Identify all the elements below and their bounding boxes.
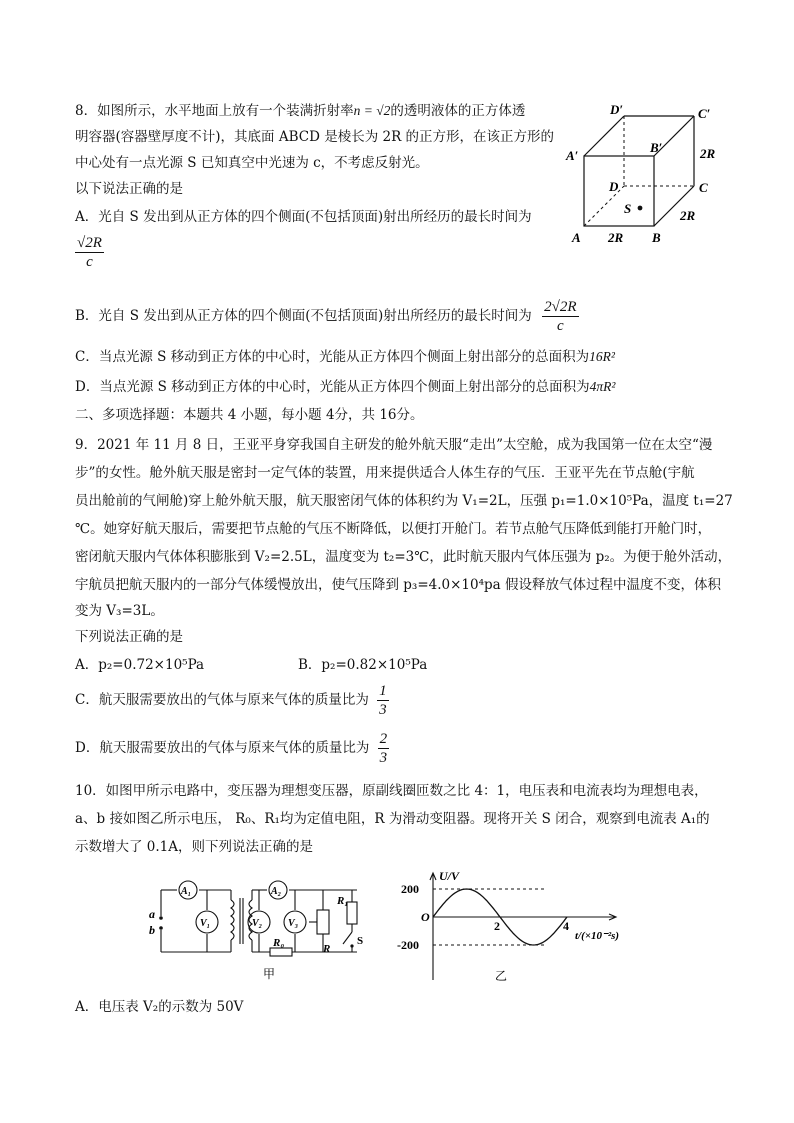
graph-xlabel: t/(×10⁻²s) bbox=[575, 930, 620, 942]
meter-v3-label: V₃ bbox=[288, 918, 299, 929]
q10-option-a: A．电压表 V₂的示数为 50V bbox=[75, 999, 244, 1015]
graph-caption: 乙 bbox=[495, 969, 508, 983]
graph-origin: O bbox=[421, 910, 430, 924]
q8-option-a: A．光自 S 发出到从正方体的四个侧面(不包括顶面)射出所经历的最长时间为 bbox=[75, 209, 532, 225]
terminal-b: b bbox=[149, 923, 155, 937]
q8-prompt: 以下说法正确的是 bbox=[75, 181, 183, 197]
graph-x-tick-2: 2 bbox=[494, 919, 500, 933]
graph-ylabel: U/V bbox=[439, 869, 460, 883]
q9-line3: 员出舱前的气闸舱)穿上舱外航天服，航天服密闭气体的体积约为 V₁=2L，压强 p₁=1.0×10⁵Pa，温度 t₁=27 bbox=[75, 493, 733, 509]
meter-a1-label: A₁ bbox=[181, 886, 192, 897]
graph-x-tick-4: 4 bbox=[563, 919, 569, 933]
section2-heading: 二、多项选择题：本题共 4 小题，每小题 4分，共 16分。 bbox=[75, 407, 424, 423]
q9-option-a: A．p₂=0.72×10⁵Pa bbox=[75, 657, 205, 673]
q8-option-b: B．光自 S 发出到从正方体的四个侧面(不包括顶面)射出所经历的最长时间为 $\frac{2√2R}{c}$ bbox=[75, 299, 577, 334]
graph-y-bottom: -200 bbox=[397, 938, 419, 952]
meter-v2-label: V₂ bbox=[252, 918, 263, 929]
q8-line2: 明容器(容器壁厚度不计)，其底面 ABCD 是棱长为 2R 的正方形，在该正方形的 bbox=[75, 129, 555, 145]
terminal-a: a bbox=[149, 907, 155, 921]
meter-v1-label: V₁ bbox=[200, 918, 211, 929]
q9-line5: 密闭航天服内气体体积膨胀到 V₂=2.5L，温度变为 t₂=3℃，此时航天服内气体压强为 p₂。为便于舱外活动， bbox=[75, 549, 732, 565]
label-s: S bbox=[624, 201, 632, 216]
graph-y-top: 200 bbox=[401, 882, 419, 896]
q9-line2: 步”的女性。舱外航天服是密封一定气体的装置，用来提供适合人体生存的气压．王亚平先在节点舱(宇航 bbox=[75, 465, 695, 481]
r-label: R bbox=[323, 943, 331, 955]
label-right-edge: 2R bbox=[700, 146, 716, 161]
q8-option-a-fraction: $\frac{√2R}{c}$ bbox=[77, 235, 102, 270]
q8-refractive-index: n = √2 bbox=[353, 103, 391, 118]
q10-line1: 10．如图甲所示电路中，变压器为理想变压器，原副线圈匝数之比 4：1，电压表和电流表均为理想电表， bbox=[75, 783, 708, 799]
label-a-prime: A′ bbox=[566, 148, 579, 163]
label-c: C bbox=[699, 180, 708, 195]
label-d-prime: D′ bbox=[610, 102, 624, 117]
label-bottom-edge: 2R bbox=[608, 230, 624, 245]
q9-prompt: 下列说法正确的是 bbox=[75, 629, 183, 645]
q10-line3: 示数增大了 0.1A，则下列说法正确的是 bbox=[75, 839, 314, 855]
cube-figure bbox=[560, 100, 725, 252]
label-depth-edge: 2R bbox=[680, 208, 696, 223]
q8-line3: 中心处有一点光源 S 已知真空中光速为 c，不考虑反射光。 bbox=[75, 155, 429, 171]
q9-option-d: D．航天服需要放出的气体与原来气体的质量比为 $\frac{2}{3}$ bbox=[75, 731, 388, 766]
label-d: D bbox=[609, 179, 619, 194]
meter-a2-label: A₂ bbox=[271, 886, 282, 897]
label-a: A bbox=[572, 230, 581, 245]
r1-label: R₁ bbox=[337, 895, 349, 907]
q9-line1: 9．2021 年 11 月 8 日，王亚平身穿我国自主研发的舱外航天服“走出”太空舱，成为我国第一位在太空“漫 bbox=[75, 437, 713, 453]
label-b-prime: B′ bbox=[650, 140, 663, 155]
q9-line7: 变为 V₃=3L。 bbox=[75, 603, 164, 619]
q8-option-c: C．当点光源 S 移动到正方体的中心时，光能从正方体四个侧面上射出部分的总面积为16R² bbox=[75, 349, 615, 365]
circuit-caption: 甲 bbox=[263, 967, 276, 981]
voltage-graph bbox=[395, 868, 655, 988]
q8-line1: 8．如图所示，水平地面上放有一个装满折射率n = √2的透明液体的正方体透 bbox=[75, 103, 526, 119]
switch-s-label: S bbox=[357, 935, 364, 947]
q9-option-b: B．p₂=0.82×10⁵Pa bbox=[298, 657, 428, 673]
q10-line2: a、b 接如图乙所示电压， R₀、R₁均为定值电阻，R 为滑动变阻器。现将开关 S 闭合，观察到电流表 A₁的 bbox=[75, 811, 710, 827]
q9-line4: ℃。她穿好航天服后，需要把节点舱的气压不断降低，以便打开舱门。若节点舱气压降低到能打开舱门时， bbox=[75, 521, 712, 537]
label-b: B bbox=[652, 230, 661, 245]
r0-label: R₀ bbox=[273, 937, 285, 949]
q9-option-c: C．航天服需要放出的气体与原来气体的质量比为 $\frac{1}{3}$ bbox=[75, 683, 387, 718]
q8-option-d: D．当点光源 S 移动到正方体的中心时，光能从正方体四个侧面上射出部分的总面积为4πR² bbox=[75, 379, 616, 395]
q9-line6: 宇航员把航天服内的一部分气体缓慢放出，使气压降到 p₃=4.0×10⁴pa 假设释放气体过程中温度不变，体积 bbox=[75, 577, 722, 593]
circuit-diagram bbox=[145, 872, 370, 984]
label-c-prime: C′ bbox=[698, 106, 711, 121]
